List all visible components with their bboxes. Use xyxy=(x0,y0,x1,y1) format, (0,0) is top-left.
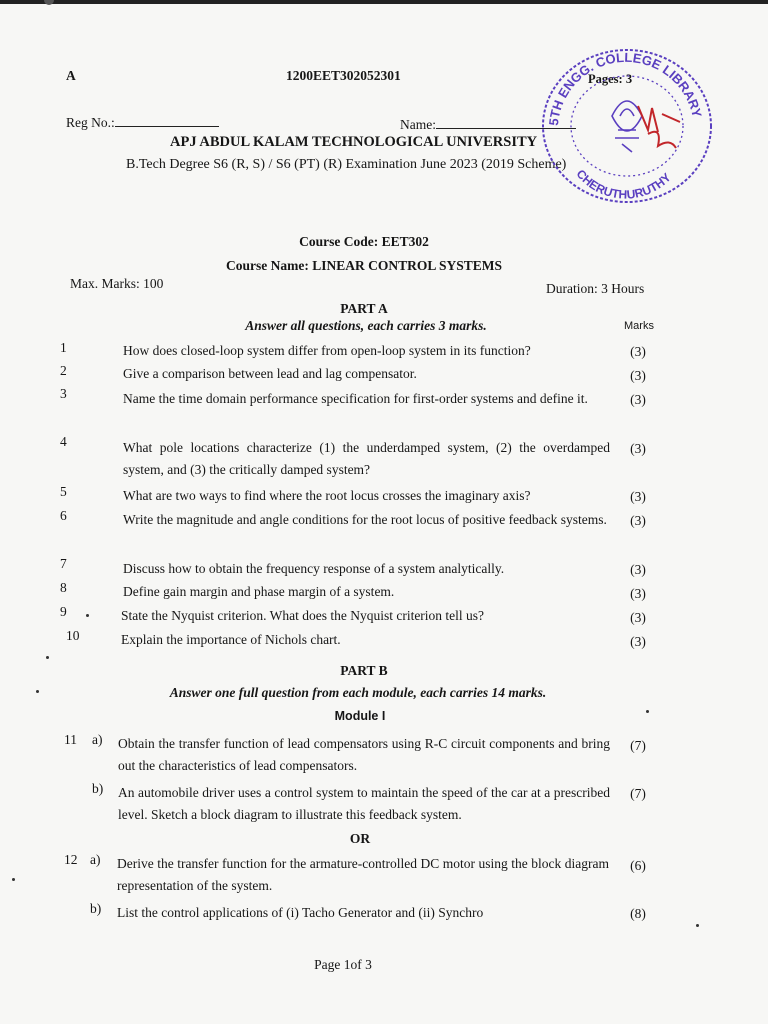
question-marks: (8) xyxy=(630,906,646,921)
question-number: 12 xyxy=(64,852,78,867)
marks-header: Marks xyxy=(624,320,654,332)
module-title: Module I xyxy=(334,709,386,723)
reg-no-blank xyxy=(115,114,219,127)
question-marks: (3) xyxy=(630,441,646,456)
question-marks: (3) xyxy=(630,392,646,407)
question-number: 7 xyxy=(60,556,67,571)
scan-speck xyxy=(36,690,39,693)
question-sub-label: b) xyxy=(90,901,102,916)
paper-code: 1200EET302052301 xyxy=(286,68,401,83)
question-sub-label: b) xyxy=(92,781,104,796)
question-marks: (3) xyxy=(630,368,646,383)
part-b-title: PART B xyxy=(340,663,388,678)
question-text: State the Nyquist criterion. What does the Nyquist criterion tell us? xyxy=(121,608,485,623)
question-number: 5 xyxy=(60,484,67,499)
or-label: OR xyxy=(349,831,371,846)
question-number: 8 xyxy=(60,580,67,595)
question-text: Discuss how to obtain the frequency response of a system analytically. xyxy=(123,561,505,576)
svg-text:CHERUTHURUTHY xyxy=(574,167,674,202)
question-number: 10 xyxy=(66,628,80,643)
question-marks: (3) xyxy=(630,344,646,359)
library-stamp xyxy=(530,34,720,209)
question-number: 6 xyxy=(60,508,67,523)
set-label: A xyxy=(66,68,76,83)
university-name: APJ ABDUL KALAM TECHNOLOGICAL UNIVERSITY xyxy=(170,134,538,150)
question-marks: (3) xyxy=(630,513,646,528)
question-text: Derive the transfer function for the armature-controlled DC motor using the block diagram representation of the system. xyxy=(117,856,609,893)
stamp-signature xyxy=(638,106,680,148)
scan-speck xyxy=(12,878,15,881)
question-number: 9 xyxy=(60,604,67,619)
question-marks: (3) xyxy=(630,562,646,577)
stamp-top-text: 5TH ENGG. COLLEGE LIBRARY xyxy=(545,49,705,127)
question-text: What are two ways to find where the root locus crosses the imaginary axis? xyxy=(123,488,531,503)
question-text: An automobile driver uses a control system to maintain the speed of the car at a prescribed level. Sketch a block diagram to illustrate this feedback system. xyxy=(118,785,610,822)
ink-speck xyxy=(86,614,89,617)
part-b-instruction: Answer one full question from each module, each carries 14 marks. xyxy=(169,685,547,700)
question-text: Define gain margin and phase margin of a system. xyxy=(123,584,395,599)
exam-title: B.Tech Degree S6 (R, S) / S6 (PT) (R) Examination June 2023 (2019 Scheme) xyxy=(126,157,567,172)
question-marks: (3) xyxy=(630,610,646,625)
question-text: Write the magnitude and angle conditions for the root locus of positive feedback systems. xyxy=(123,512,607,527)
question-text: What pole locations characterize (1) the underdamped system, (2) the overdamped system, and (3) the critically damped system? xyxy=(123,440,610,477)
question-number: 4 xyxy=(60,434,67,449)
reg-no-field xyxy=(66,114,219,131)
page-number: Page 1of 3 xyxy=(314,957,372,972)
stamp-seal-graphic xyxy=(530,34,720,209)
pages-count: Pages: 3 xyxy=(588,72,633,86)
stamp-bottom-text: CHERUTHURUTHY xyxy=(573,166,674,202)
question-number: 1 xyxy=(60,340,67,355)
scan-speck xyxy=(696,924,699,927)
duration: Duration: 3 Hours xyxy=(546,281,645,296)
max-marks: Max. Marks: 100 xyxy=(70,276,164,291)
question-marks: (3) xyxy=(630,489,646,504)
question-marks: (3) xyxy=(630,634,646,649)
question-number: 11 xyxy=(64,732,77,747)
part-a-title: PART A xyxy=(340,301,388,316)
question-text: Name the time domain performance specification for first-order systems and define it. xyxy=(123,391,588,406)
reg-no-label: Reg No.: xyxy=(66,115,115,130)
question-text: Give a comparison between lead and lag compensator. xyxy=(123,366,417,381)
question-marks: (7) xyxy=(630,738,646,753)
question-text: List the control applications of (i) Tacho Generator and (ii) Synchro xyxy=(117,905,484,920)
question-number: 2 xyxy=(60,363,67,378)
question-text: Obtain the transfer function of lead compensators using R-C circuit components and bring out the characteristics of lead compensators. xyxy=(118,736,610,773)
question-sub-label: a) xyxy=(92,732,103,747)
question-text: Explain the importance of Nichols chart. xyxy=(121,632,341,647)
part-a-instruction: Answer all questions, each carries 3 marks. xyxy=(245,318,487,333)
question-marks: (3) xyxy=(630,586,646,601)
svg-text:5TH ENGG. COLLEGE LIBRARY xyxy=(546,50,705,127)
question-marks: (6) xyxy=(630,858,646,873)
scan-speck xyxy=(646,710,649,713)
question-number: 3 xyxy=(60,386,67,401)
question-marks: (7) xyxy=(630,786,646,801)
question-sub-label: a) xyxy=(90,852,101,867)
scan-top-edge xyxy=(0,0,768,4)
course-name: Course Name: LINEAR CONTROL SYSTEMS xyxy=(225,258,503,273)
course-code: Course Code: EET302 xyxy=(299,234,429,249)
scan-speck xyxy=(46,656,49,659)
name-label: Name: xyxy=(400,117,436,132)
scan-edge-mark xyxy=(44,0,54,5)
question-text: How does closed-loop system differ from open-loop system in its function? xyxy=(123,343,531,358)
